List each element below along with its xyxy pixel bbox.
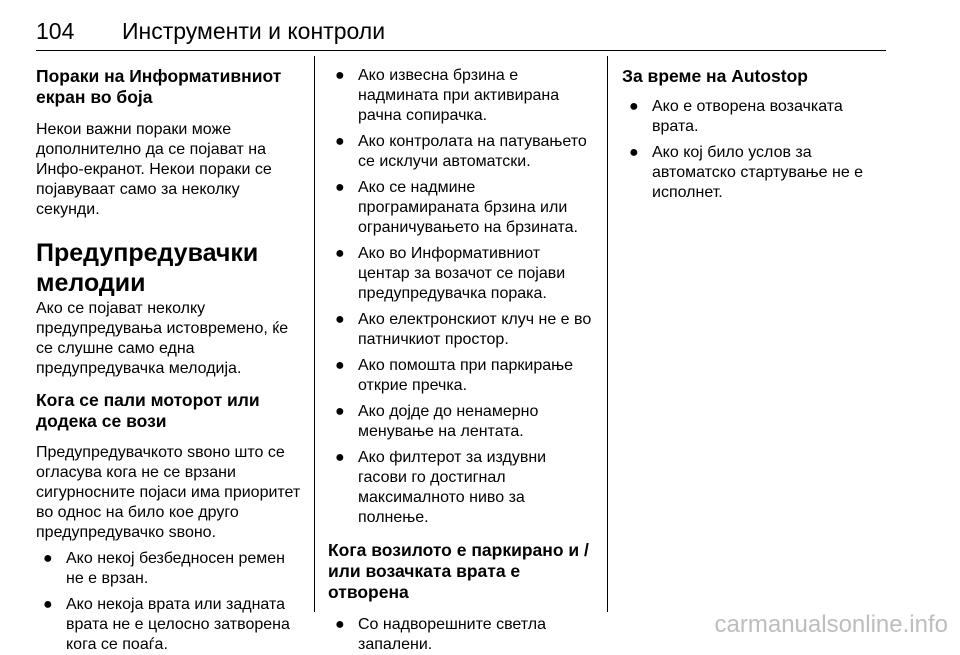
bullet-icon: ● — [629, 144, 639, 161]
list-item: ● Ако контролата на патувањето се исклучи автоматски. — [335, 133, 587, 170]
column-divider-left — [314, 56, 315, 612]
bullet-list-engine-start — [36, 549, 306, 655]
bullet-icon: ● — [335, 357, 345, 374]
bullet-icon: ● — [43, 550, 53, 567]
list-item: ● Ако помошта при паркирање открие пречка. — [335, 357, 574, 394]
list-item: ● Ако филтерот за издувни гасови го достигнал максималното ниво за полнење. — [335, 449, 547, 526]
list-item: ● Ако извесна брзина е надмината при активирана рачна сопирачка. — [335, 67, 560, 124]
bullet-list-conditions — [328, 66, 598, 528]
column-divider-right — [607, 56, 608, 612]
heading-autostop: За време на Autostop — [622, 66, 808, 86]
list-item: ● Ако во Информативниот центар за возачот се појави предупредувачка порака. — [335, 245, 566, 302]
bullet-icon: ● — [335, 133, 345, 150]
column-left — [36, 56, 306, 653]
list-item: ● Со надворешните светла запалени. — [335, 616, 546, 653]
list-item: ● Ако некоја врата или задната врата не е целосно затворена кога се поаѓа. — [43, 596, 290, 653]
column-right — [622, 56, 886, 612]
watermark: carmanualsonline.info — [714, 611, 948, 638]
list-item: ● Ако некој безбедносен ремен не е врзан. — [43, 550, 286, 587]
list-item: ● Ако дојде до ненамерно менување на лентата. — [335, 403, 539, 440]
paragraph-engine-start: Предупредувачкото ѕвоно што се огласува кога не се врзани сигурносните појаси има приоритет во однос на било кое друго предупредувачко ѕвоно. — [36, 444, 301, 541]
list-item: ● Ако е отворена возачката врата. — [629, 98, 843, 135]
header-rule — [36, 50, 886, 51]
bullet-icon: ● — [43, 596, 53, 613]
page-number: 104 — [36, 18, 75, 44]
page-header — [36, 16, 886, 56]
list-item: ● Ако се надмине програмираната брзина или ограничувањето на брзината. — [335, 179, 578, 236]
paragraph-warning-chimes: Ако се појават неколку предупредувања истовремено, ќе се слушне само една предупредувачка мелодија. — [36, 300, 289, 377]
bullet-icon: ● — [335, 311, 345, 328]
bullet-icon: ● — [335, 67, 345, 84]
list-item: ● Ако кој било услов за автоматско стартување не е исполнет. — [629, 144, 864, 201]
running-title: Инструменти и контроли — [122, 18, 386, 44]
bullet-icon: ● — [335, 616, 345, 633]
column-middle — [328, 56, 598, 653]
paragraph-info-display-messages: Некои важни пораки може дополнително да се појават на Инфо-екранот. Некои пораки се појавуваат само за неколку секунди. — [36, 121, 272, 218]
heading-warning-chimes: Предупредувачки мелодии — [36, 239, 259, 297]
bullet-icon: ● — [335, 245, 345, 262]
bullet-list-parked — [328, 615, 598, 655]
bullet-list-autostop — [622, 97, 886, 203]
bullet-icon: ● — [335, 449, 345, 466]
heading-engine-start: Кога се пали моторот или додека се вози — [36, 390, 260, 431]
bullet-icon: ● — [335, 403, 345, 420]
heading-info-display-messages: Пораки на Информативниот екран во боја — [36, 66, 282, 107]
list-item: ● Ако електронскиот клуч не е во патничкиот простор. — [335, 311, 592, 348]
bullet-icon: ● — [629, 98, 639, 115]
bullet-icon: ● — [335, 179, 345, 196]
heading-parked-vehicle: Кога возилото е паркирано и / или возачката врата е отворена — [328, 540, 589, 602]
